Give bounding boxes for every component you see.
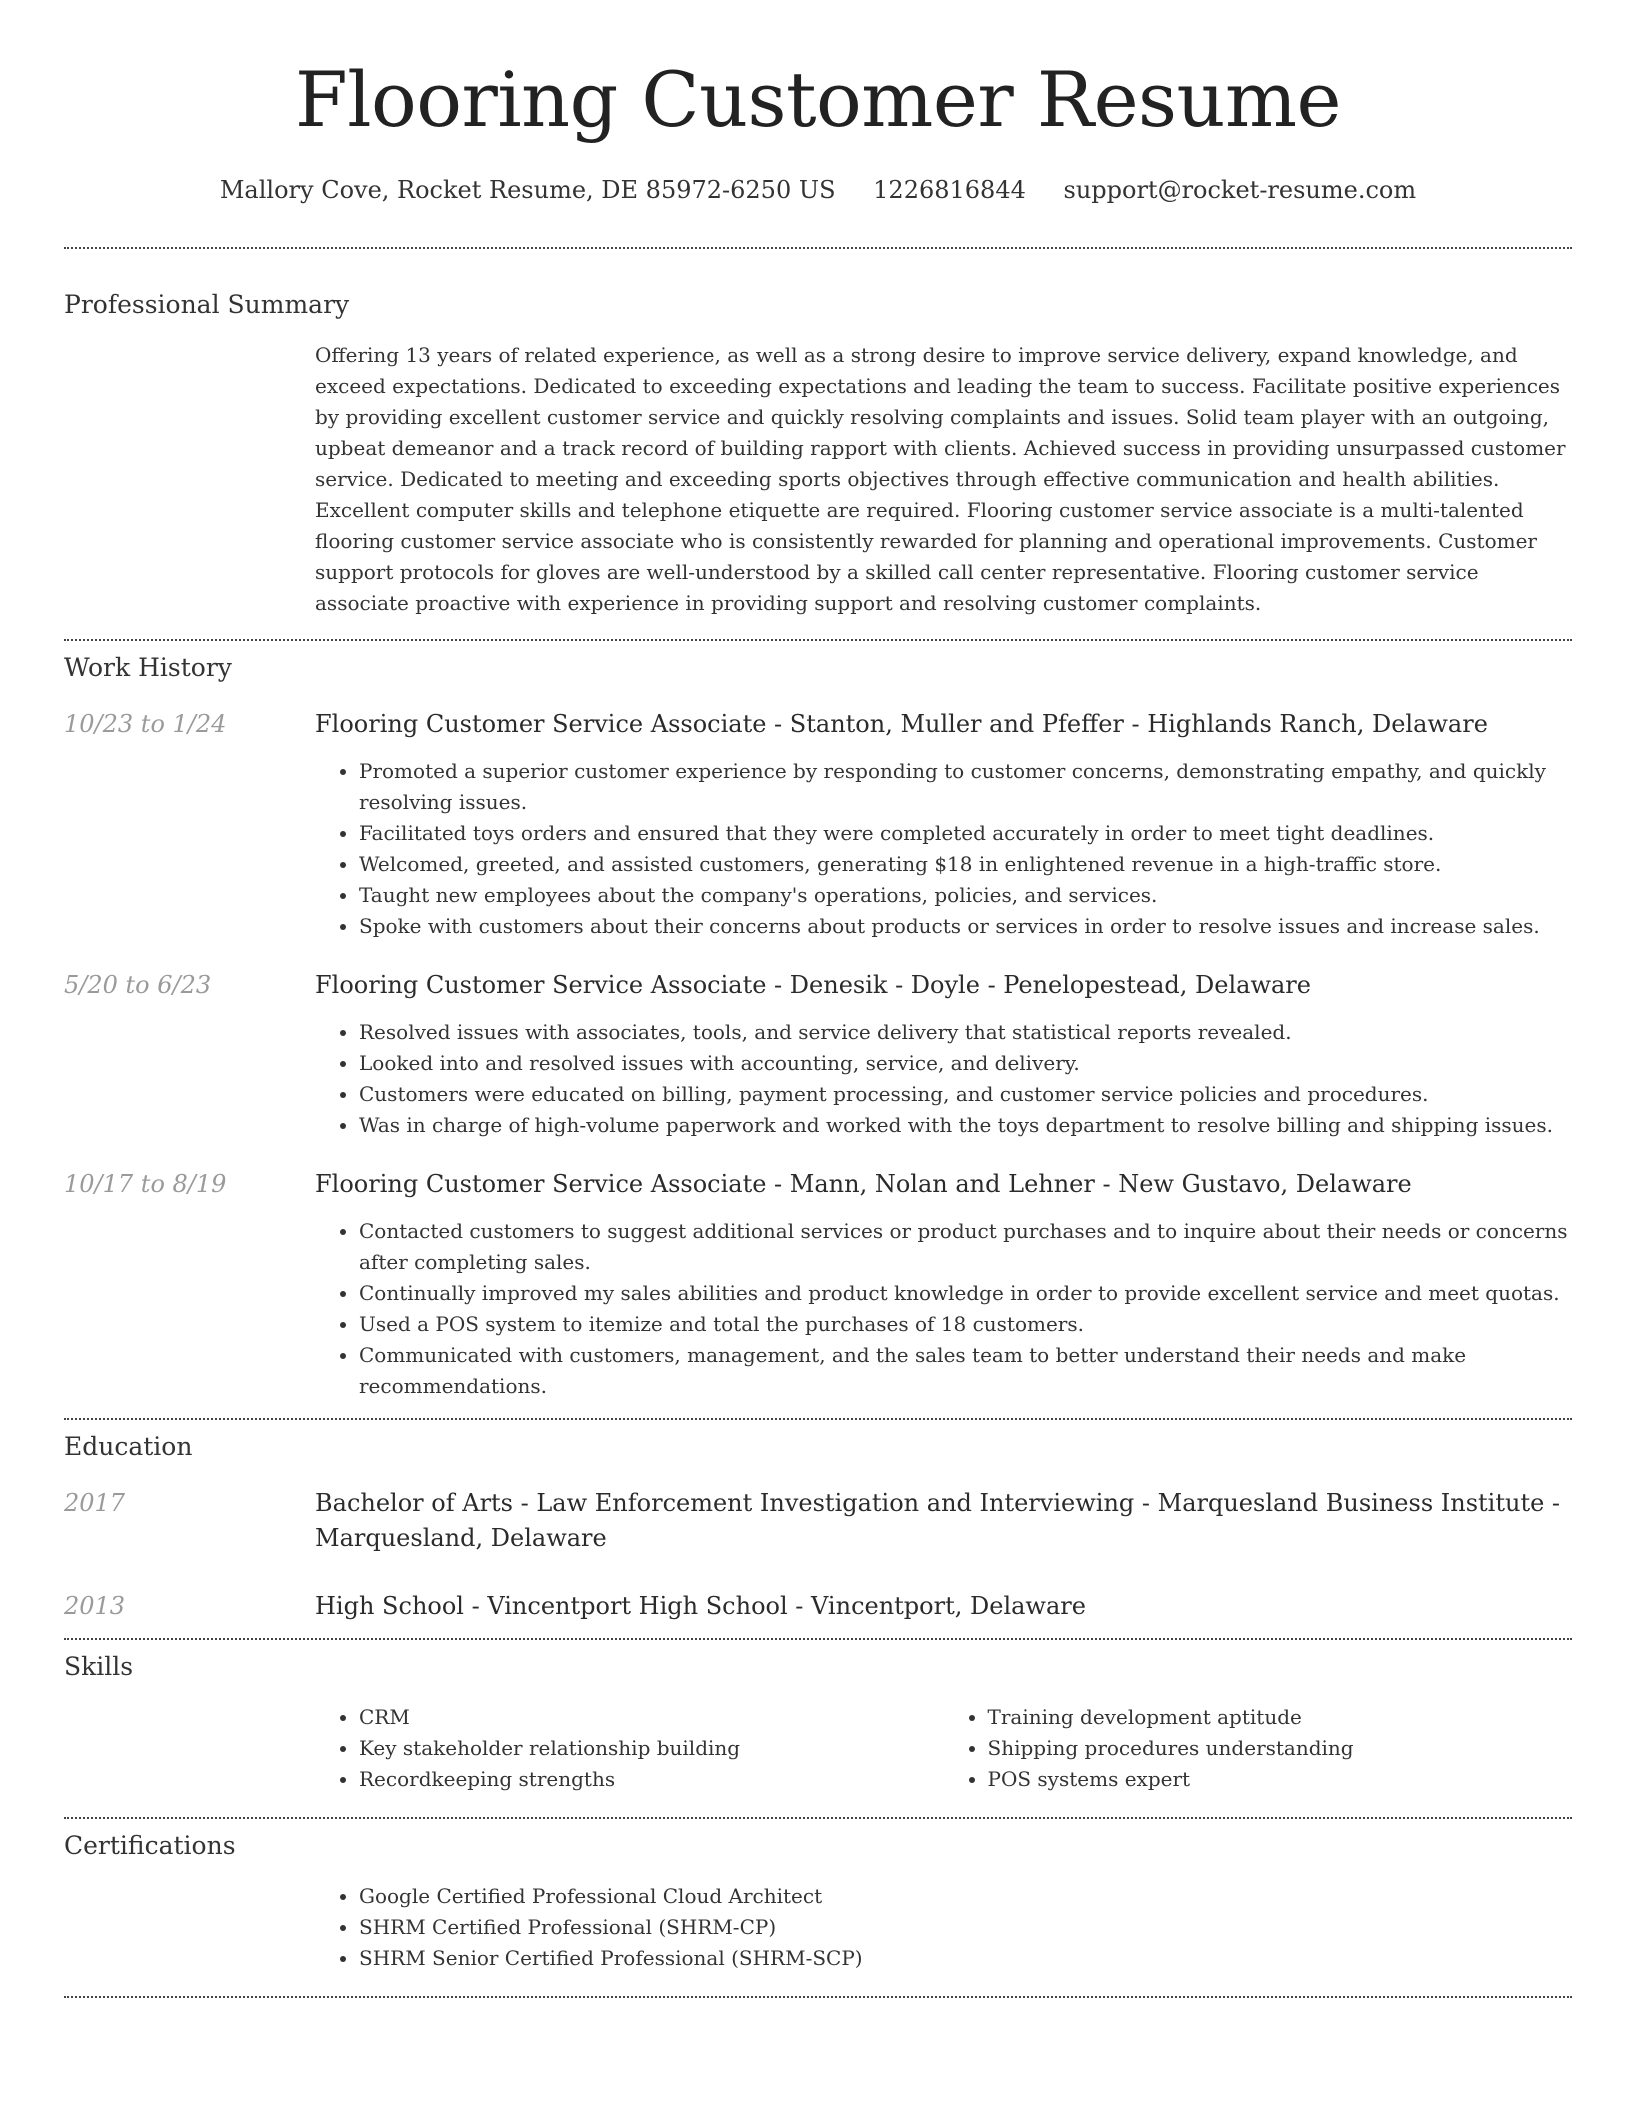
- job-entry: [64, 707, 1572, 942]
- list-item: • Key stakeholder relationship building: [359, 1733, 944, 1764]
- skills-grid: [315, 1702, 1572, 1795]
- list-item: • Welcomed, greeted, and assisted customers, generating $18 in enlightened revenue in a high-traffic store.: [359, 849, 1572, 880]
- divider: [64, 1996, 1572, 1998]
- education-entry: [64, 1589, 1572, 1624]
- summary-section: [64, 249, 1572, 619]
- list-item: • Was in charge of high-volume paperwork and worked with the toys department to resolve billing and shipping issues.: [359, 1110, 1572, 1141]
- list-item: • Facilitated toys orders and ensured that they were completed accurately in order to meet tight deadlines.: [359, 818, 1572, 849]
- list-item: • Communicated with customers, management, and the sales team to better understand their needs and make recommendations.: [359, 1340, 1572, 1402]
- list-item: • Spoke with customers about their concerns about products or services in order to resolve issues and increase sales.: [359, 911, 1572, 942]
- skills-row: [64, 1702, 1572, 1795]
- job-bullets: [315, 756, 1572, 942]
- list-item: • Used a POS system to itemize and total the purchases of 18 customers.: [359, 1309, 1572, 1340]
- list-item: • Taught new employees about the company's operations, policies, and services.: [359, 880, 1572, 911]
- contact-address: Mallory Cove, Rocket Resume, DE 85972-6250 US: [219, 176, 836, 204]
- job-entry: [64, 1167, 1572, 1402]
- skills-list-left: [315, 1702, 944, 1795]
- section-heading-work: Work History: [64, 653, 232, 682]
- job-dates: 10/23 to 1/24: [64, 710, 227, 738]
- job-dates: 10/17 to 8/19: [64, 1170, 227, 1198]
- summary-text: Offering 13 years of related experience, as well as a strong desire to improve service delivery, expand knowledge, and exceed expectations. Dedicated to exceeding expectations and leading the team to success. Facilitate positive experiences by providing excellent customer service and quickly resolving complaints and issues. Solid team player with an outgoing, upbeat demeanor and a track record of building rapport with clients. Achieved success in providing unsurpassed customer service. Dedicated to meeting and exceeding sports objectives through effective communication and health abilities. Excellent computer skills and telephone etiquette are required. Flooring customer service associate is a multi-talented flooring customer service associate who is consistently rewarded for planning and operational improvements. Customer support protocols for gloves are well-understood by a skilled call center representative. Flooring customer service associate proactive with experience in providing support and resolving customer complaints.: [315, 343, 1566, 615]
- education-title: Bachelor of Arts - Law Enforcement Investigation and Interviewing - Marquesland Business Institute - Marquesland, Delaware: [315, 1489, 1561, 1552]
- job-title: Flooring Customer Service Associate - Stanton, Muller and Pfeffer - Highlands Ranch, Delaware: [315, 710, 1488, 738]
- certifications-spacer: [64, 1881, 315, 1974]
- education-year: 2013: [64, 1592, 126, 1620]
- section-heading-education: Education: [64, 1432, 193, 1461]
- education-entry: [64, 1486, 1572, 1556]
- certifications-section: [64, 1819, 1572, 1974]
- skills-list-right: [944, 1702, 1573, 1795]
- job-entry: [64, 968, 1572, 1141]
- contact-phone: 1226816844: [873, 176, 1026, 204]
- list-item: • Resolved issues with associates, tools, and service delivery that statistical reports revealed.: [359, 1017, 1572, 1048]
- job-bullets: [315, 1017, 1572, 1141]
- work-section: [64, 641, 1572, 1402]
- list-item: • Google Certified Professional Cloud Architect: [359, 1881, 1572, 1912]
- job-bullets: [315, 1216, 1572, 1402]
- education-title: High School - Vincentport High School - Vincentport, Delaware: [315, 1592, 1086, 1620]
- section-heading-summary: Professional Summary: [64, 290, 350, 319]
- education-section: [64, 1420, 1572, 1624]
- list-item: • Continually improved my sales abilities and product knowledge in order to provide excellent service and meet quotas.: [359, 1278, 1572, 1309]
- list-item: • Customers were educated on billing, payment processing, and customer service policies and procedures.: [359, 1079, 1572, 1110]
- list-item: • Promoted a superior customer experience by responding to customer concerns, demonstrating empathy, and quickly resolving issues.: [359, 756, 1572, 818]
- list-item: • SHRM Senior Certified Professional (SHRM-SCP): [359, 1943, 1572, 1974]
- list-item: • Shipping procedures understanding: [988, 1733, 1573, 1764]
- certifications-list: [315, 1881, 1572, 1974]
- job-title: Flooring Customer Service Associate - Mann, Nolan and Lehner - New Gustavo, Delaware: [315, 1170, 1412, 1198]
- skills-section: [64, 1640, 1572, 1795]
- contact-email: support@rocket-resume.com: [1063, 176, 1417, 204]
- education-year: 2017: [64, 1489, 126, 1517]
- list-item: • Looked into and resolved issues with accounting, service, and delivery.: [359, 1048, 1572, 1079]
- job-title: Flooring Customer Service Associate - Denesik - Doyle - Penelopestead, Delaware: [315, 971, 1311, 999]
- resume-page: [64, 0, 1572, 1998]
- summary-spacer: [64, 340, 315, 619]
- list-item: • Contacted customers to suggest additional services or product purchases and to inquire about their needs or concerns after completing sales.: [359, 1216, 1572, 1278]
- section-heading-certifications: Certifications: [64, 1831, 236, 1860]
- skills-spacer: [64, 1702, 315, 1795]
- list-item: • Recordkeeping strengths: [359, 1764, 944, 1795]
- section-heading-skills: Skills: [64, 1652, 134, 1681]
- list-item: • POS systems expert: [988, 1764, 1573, 1795]
- contact-line: [64, 174, 1572, 206]
- certifications-row: [64, 1881, 1572, 1974]
- job-dates: 5/20 to 6/23: [64, 971, 212, 999]
- resume-title: Flooring Customer Resume: [294, 55, 1342, 144]
- summary-row: [64, 340, 1572, 619]
- list-item: • CRM: [359, 1702, 944, 1733]
- list-item: • SHRM Certified Professional (SHRM-CP): [359, 1912, 1572, 1943]
- list-item: • Training development aptitude: [988, 1702, 1573, 1733]
